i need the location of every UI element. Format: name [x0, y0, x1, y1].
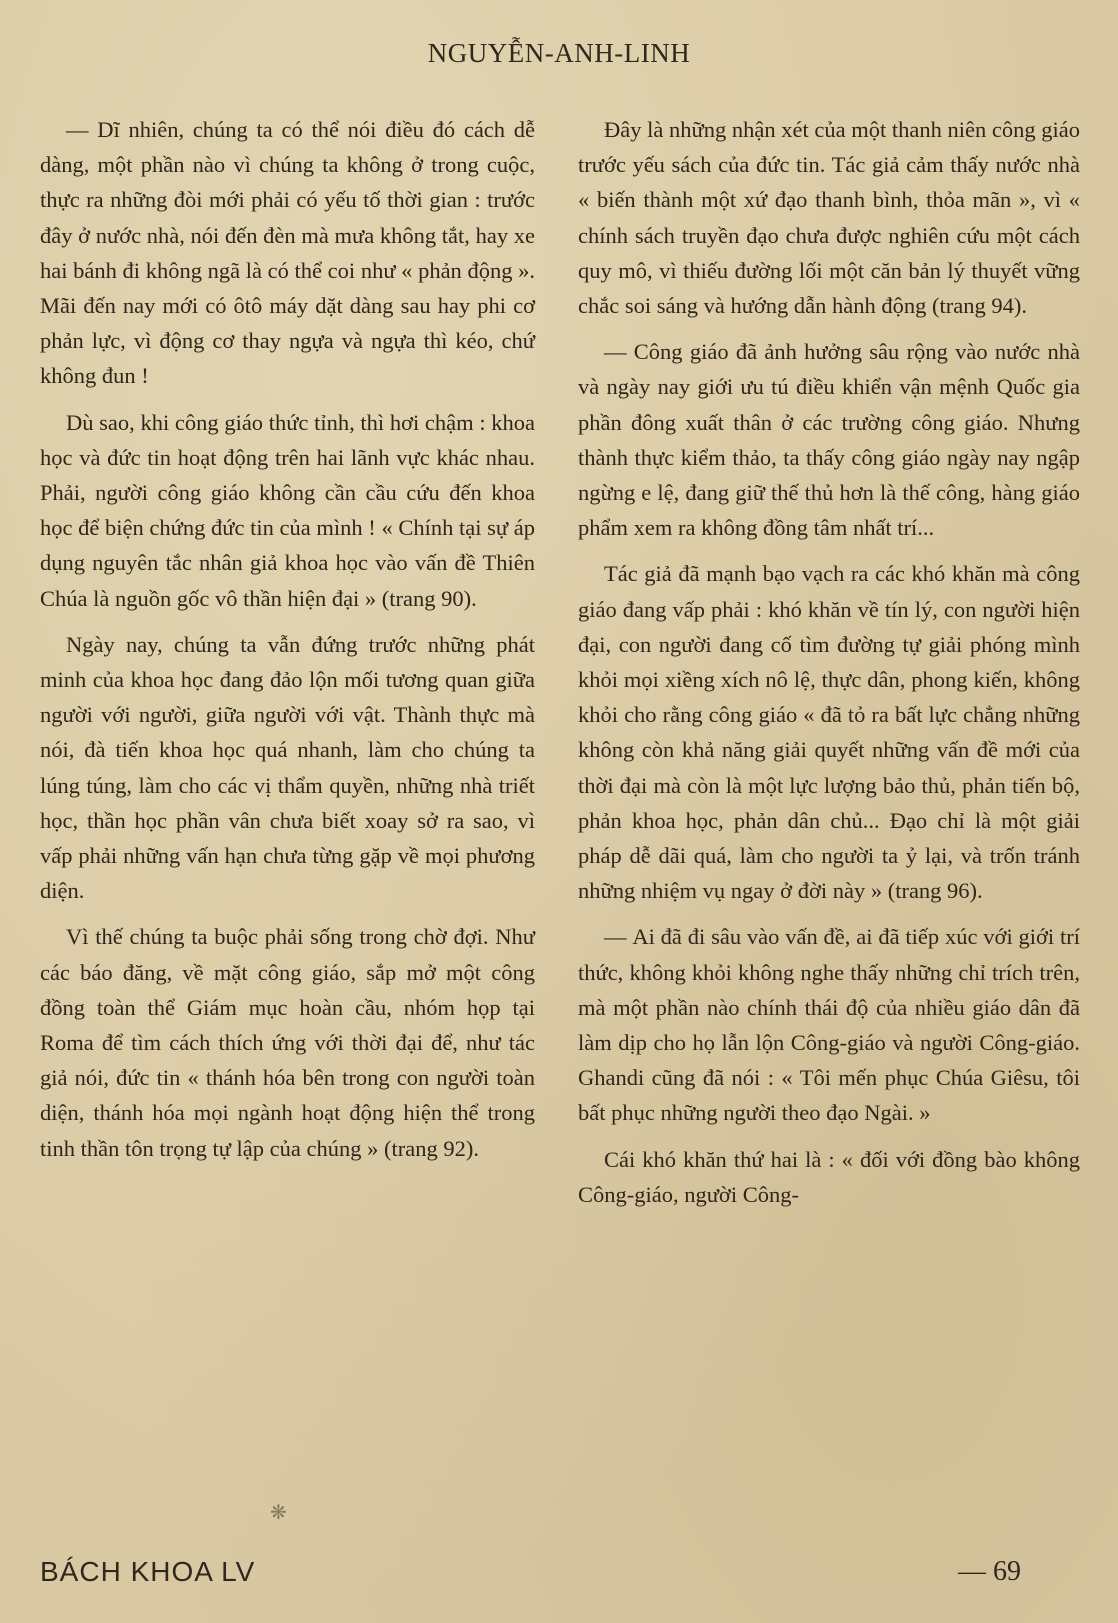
paragraph: Cái khó khăn thứ hai là : « đối với đồng bào không Công-giáo, người Công-	[578, 1146, 1080, 1207]
page-number: — 69	[958, 1556, 1021, 1587]
paragraph: Vì thế chúng ta buộc phải sống trong chờ đợi. Như các báo đăng, về mặt công giáo, sắp mở một công đồng toàn thể Giám mục hoàn cầu, nhóm họp tại Roma để tìm cách thích ứng với thời đại để, như tác giả nói, đức tin « thánh hóa bên trong con người toàn diện, thánh hóa mọi ngành hoạt động hiện thể trong tinh thần tôn trọng tự lập của chúng » (trang 92).	[40, 924, 535, 1161]
journal-name: BÁCH KHOA LV	[40, 1556, 256, 1587]
left-column	[40, 112, 535, 1177]
paragraph: — Công giáo đã ảnh hưởng sâu rộng vào nước nhà và ngày nay giới ưu tú điều khiển vận mệnh Quốc gia phần đông xuất thân ở các trường công giáo. Nhưng thành thực kiểm thảo, ta thấy công giáo ngày nay ngập ngừng e lệ, đang giữ thế thủ hơn là thế công, hàng giáo phẩm xem ra không đồng tâm nhất trí...	[578, 334, 1080, 545]
paragraph: — Dĩ nhiên, chúng ta có thể nói điều đó cách dễ dàng, một phần nào vì chúng ta không ở trong cuộc, thực ra những đòi mới phải có yếu tố thời gian : trước đây ở nước nhà, nói đến đèn mà mưa không tắt, hay xe hai bánh đi không ngã là có thể coi như « phản động ». Mãi đến nay mới có ôtô máy dặt dàng sau hay phi cơ phản lực, vì động cơ thay ngựa và ngựa thì kéo, chứ không đun !	[40, 112, 535, 394]
paragraph: — Ai đã đi sâu vào vấn đề, ai đã tiếp xúc với giới trí thức, không khỏi không nghe thấy những chỉ trích trên, mà một phần nào chính thái độ của nhiều giáo dân đã làm dịp cho họ lẫn lộn Công-giáo và người Công-giáo. Ghandi cũng đã nói : « Tôi mến phục Chúa Giêsu, tôi bất phục những người theo đạo Ngài. »	[578, 919, 1080, 1130]
page-header: NGUYỄN-ANH-LINH	[427, 38, 691, 68]
right-column	[578, 112, 1080, 1223]
paragraph: Ngày nay, chúng ta vẫn đứng trước những phát minh của khoa học đang đảo lộn mối tương quan giữa người với người, giữa người với vật. Thành thực mà nói, đà tiến khoa học quá nhanh, làm cho chúng ta lúng túng, làm cho các vị thẩm quyền, những nhà triết học, thần học phần vân chưa biết xoay sở ra sao, vì vấp phải những vấn hạn chưa từng gặp về mọi phương diện.	[40, 631, 535, 904]
ornament-icon: ❋	[270, 1500, 287, 1524]
paragraph: Đây là những nhận xét của một thanh niên công giáo trước yếu sách của đức tin. Tác giả cảm thấy nước nhà « biến thành một xứ đạo thanh bình, thỏa mãn », vì « chính sách truyền đạo chưa được nghiên cứu một cách quy mô, vì thiếu đường lối một căn bản lý thuyết vững chắc soi sáng và hướng dẫn hành động (trang 94).	[578, 117, 1080, 319]
paragraph: Dù sao, khi công giáo thức tỉnh, thì hơi chậm : khoa học và đức tin hoạt động trên hai lãnh vực khác nhau. Phải, người công giáo không cần cầu cứu đến khoa học để biện chứng đức tin của mình ! « Chính tại sự áp dụng nguyên tắc nhân giả khoa học vào vấn đề Thiên Chúa là nguồn gốc vô thần hiện đại » (trang 90).	[40, 409, 535, 611]
paragraph: Tác giả đã mạnh bạo vạch ra các khó khăn mà công giáo đang vấp phải : khó khăn về tín lý, con người hiện đại, con người đang cố tìm đường tự giải phóng mình khỏi mọi xiềng xích nô lệ, thực dân, phong kiến, không khỏi cho rằng công giáo « đã tỏ ra bất lực chẳng những không còn khả năng giải quyết những vấn đề mới của thời đại mà còn là một lực lượng bảo thủ, phản tiến bộ, phản khoa học, phản dân chủ... Đạo chỉ là một giải pháp dễ dãi quá, làm cho người ta ỷ lại, và trốn tránh những nhiệm vụ ngay ở đời này » (trang 96).	[578, 561, 1080, 904]
